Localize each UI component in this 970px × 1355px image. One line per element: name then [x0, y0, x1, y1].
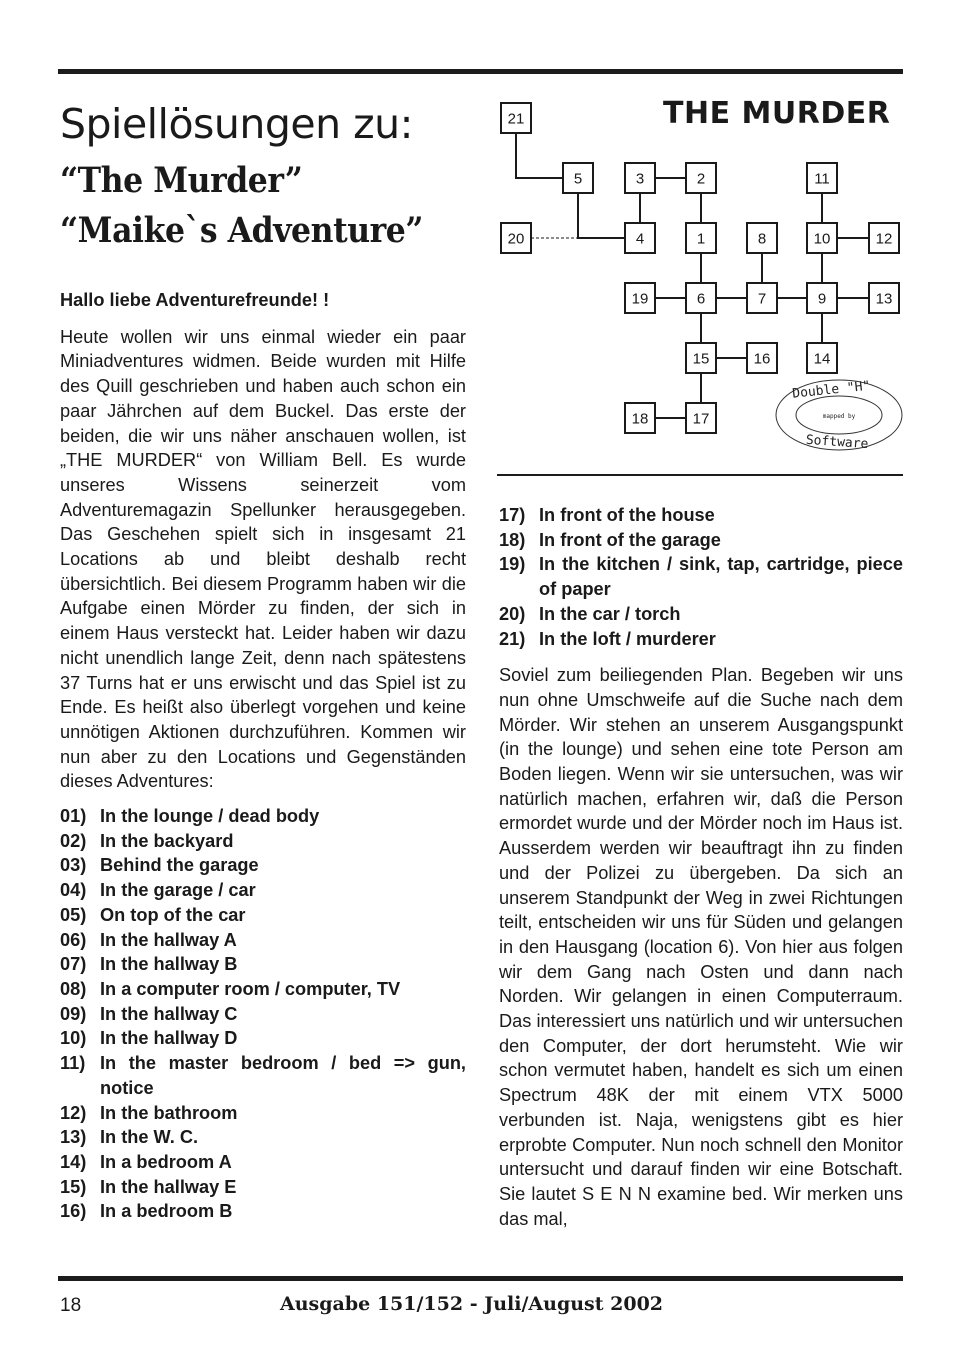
room-label: 21: [507, 110, 525, 128]
location-item: [60, 804, 466, 829]
location-description: In the master bedroom / bed => gun, notice: [100, 1053, 466, 1098]
room-label: 18: [631, 410, 649, 428]
location-description: In the hallway E: [100, 1176, 237, 1197]
location-description: In the hallway A: [100, 929, 237, 950]
room-label: 4: [635, 230, 645, 248]
location-description: In the lounge / dead body: [100, 806, 320, 827]
location-map: [490, 95, 910, 465]
location-item: [60, 903, 466, 928]
location-number: 17): [499, 505, 526, 525]
location-description: In a bedroom A: [100, 1151, 232, 1172]
location-item: [60, 878, 466, 903]
location-number: 18): [499, 529, 526, 550]
location-item: [60, 1125, 466, 1150]
location-description: In the car / torch: [539, 603, 681, 624]
location-description: On top of the car: [100, 904, 246, 925]
map-room-18: [625, 403, 655, 433]
location-item: [60, 1199, 466, 1224]
room-label: 11: [814, 170, 830, 188]
location-list-right: [499, 503, 903, 651]
location-item: [499, 528, 903, 553]
issue-info: Ausgabe 151/152 - Juli/August 2002: [280, 1293, 664, 1315]
location-description: In a bedroom B: [100, 1201, 233, 1222]
room-label: 1: [696, 230, 706, 248]
location-description: In the kitchen / sink, tap, cartridge, piece of paper: [539, 554, 903, 600]
location-number: 04): [60, 880, 87, 901]
location-list-left: [60, 804, 466, 1224]
map-divider: [497, 474, 903, 476]
location-number: 08): [60, 978, 87, 999]
map-room-10: [807, 223, 837, 253]
location-description: In the hallway C: [100, 1003, 238, 1024]
location-description: In a computer room / computer, TV: [100, 978, 401, 999]
room-label: 10: [813, 230, 831, 248]
map-room-12: [869, 223, 899, 253]
location-item: [60, 829, 466, 854]
stamp-bottom-text: Software: [805, 432, 869, 453]
location-item: [499, 503, 903, 528]
left-column: [60, 288, 466, 1224]
location-number: 19): [499, 554, 526, 575]
location-number: 16): [60, 1201, 87, 1222]
map-room-9: [807, 283, 837, 313]
location-number: 14): [60, 1151, 87, 1172]
location-description: In the garage / car: [100, 880, 256, 901]
location-number: 05): [60, 904, 87, 925]
room-label: 9: [817, 290, 827, 308]
location-description: In front of the garage: [539, 529, 721, 550]
location-description: In the hallway B: [100, 954, 238, 975]
map-room-15: [686, 343, 716, 373]
page-number: 18: [60, 1295, 82, 1316]
location-description: In the bathroom: [100, 1102, 238, 1123]
location-number: 11): [60, 1053, 86, 1074]
map-title: THE MURDER: [663, 96, 891, 131]
map-room-16: [747, 343, 777, 373]
room-label: 2: [696, 170, 706, 188]
bottom-rule: [58, 1276, 903, 1281]
location-item: [60, 1051, 466, 1100]
room-label: 8: [757, 230, 767, 248]
location-item: [60, 1002, 466, 1027]
map-room-2: [686, 163, 716, 193]
room-label: 17: [692, 410, 710, 428]
room-label: 6: [696, 290, 706, 308]
map-room-6: [686, 283, 716, 313]
location-description: Behind the garage: [100, 855, 259, 876]
location-number: 07): [60, 954, 87, 975]
location-item: [60, 977, 466, 1002]
room-label: 3: [635, 170, 645, 188]
location-description: In the backyard: [100, 830, 234, 851]
stamp-center-text: mapped by: [822, 413, 856, 420]
top-rule: [58, 69, 903, 74]
right-column: [499, 503, 903, 1241]
location-number: 20): [499, 603, 526, 624]
location-number: 10): [60, 1028, 87, 1049]
room-label: 14: [813, 350, 831, 368]
map-room-17: [686, 403, 716, 433]
room-label: 7: [757, 290, 767, 308]
location-number: 09): [60, 1003, 87, 1024]
location-description: In the W. C.: [100, 1127, 199, 1148]
map-room-1: [686, 223, 716, 253]
location-description: In the loft / murderer: [539, 628, 716, 649]
room-label: 13: [875, 290, 893, 308]
location-number: 13): [60, 1127, 87, 1148]
map-room-20: [501, 223, 531, 253]
game-title-maikes-adventure: “Maike`s Adventure”: [60, 210, 424, 251]
location-number: 01): [60, 806, 87, 827]
room-label: 19: [631, 290, 649, 308]
location-item: [499, 602, 903, 627]
stamp-top-text: Double "H": [791, 378, 872, 402]
map-room-21: [501, 103, 531, 133]
map-room-5: [563, 163, 593, 193]
map-room-14: [807, 343, 837, 373]
location-number: 21): [499, 628, 526, 649]
location-number: 06): [60, 929, 87, 950]
intro-paragraph: Heute wollen wir uns einmal wieder ein paar Miniadventures widmen. Beide wurden mit Hilfe des Quill geschrieben und haben auch schon ein paar Jährchen auf dem Buckel. Das erste der beiden, die wir uns näher anschauen wollen, ist „THE MURDER“ von William Bell. Es wurde unseres Wissens seinerzeit vom Adventuremagazin Spellunker herausgegeben. Das Geschehen spielt sich in insgesamt 21 Locations ab und bleibt deshalb recht übersichtlich. Bei diesem Programm haben wir die Aufgabe einen Mörder zu finden, der sich in einem Haus versteckt hat. Leider haben wir dazu nicht unendlich lange Zeit, denn nach spätestens 37 Turns hat er uns erwischt und das Spiel ist zu Ende. Es heißt also überlegt vorgehen und keine unnötigen Aktionen durchzuführen. Kommen wir nun aber zu den Locations und Gegenständen dieses Adventures:: [60, 326, 466, 792]
map-room-19: [625, 283, 655, 313]
room-label: 12: [875, 230, 893, 248]
room-label: 15: [692, 350, 710, 368]
map-room-11: [807, 163, 837, 193]
location-item: [60, 1101, 466, 1126]
location-item: [60, 1175, 466, 1200]
location-item: [60, 928, 466, 953]
location-item: [60, 1026, 466, 1051]
location-description: In the hallway D: [100, 1028, 238, 1049]
map-room-3: [625, 163, 655, 193]
location-item: [499, 552, 903, 601]
location-number: 02): [60, 830, 87, 851]
map-room-7: [747, 283, 777, 313]
mapped-by-stamp: [776, 379, 902, 452]
map-room-13: [869, 283, 899, 313]
walkthrough-paragraph: Soviel zum beiliegenden Plan. Begeben wir uns nun ohne Umschweife auf die Suche nach dem Mörder. Wir stehen an unserem Ausgangspunkt (in the lounge) und sehen eine tote Person am Boden liegen. Wenn wir sie untersuchen, was wir natürlich machen, erfahren wir, daß die Person ermordet wurde und der Mörder noch im Haus ist. Ausserdem werden wir beauftragt ihn zu finden und der Polizei zu übergeben. Da sich an unserem Standpunkt der Weg in zwei Richtungen teilt, entscheiden wir uns für Süden und gelangen in den Hausgang (location 6). Von hier aus folgen wir dem Gang nach Osten und dann nach Norden. Wir gelangen in einen Computerraum. Das interessiert uns natürlich und wir untersuchen den Computer, der dort herumsteht. Wie wir schon vermutet haben, handelt es sich um einen Spectrum 48K der mit einem VTX 5000 verbunden ist. Naja, wenigstens gibt es hier erprobte Computer. Nun noch schnell den Monitor untersucht und darauf finden wir eine Botschaft. Sie lautet S E N N examine bed. Wir merken uns das mal,: [499, 665, 903, 1229]
game-title-the-murder: “The Murder”: [60, 160, 303, 201]
location-number: 15): [60, 1176, 87, 1197]
location-item: [60, 1150, 466, 1175]
location-description: In front of the house: [539, 505, 715, 525]
location-item: [499, 627, 903, 652]
location-number: 03): [60, 855, 87, 876]
room-label: 16: [753, 350, 771, 368]
map-room-8: [747, 223, 777, 253]
page-headline: Spiellösungen zu:: [60, 100, 413, 148]
map-room-4: [625, 223, 655, 253]
location-item: [60, 952, 466, 977]
room-label: 5: [573, 170, 583, 188]
location-number: 12): [60, 1102, 87, 1123]
location-item: [60, 853, 466, 878]
room-label: 20: [507, 230, 525, 248]
greeting: Hallo liebe Adventurefreunde! !: [60, 290, 330, 310]
